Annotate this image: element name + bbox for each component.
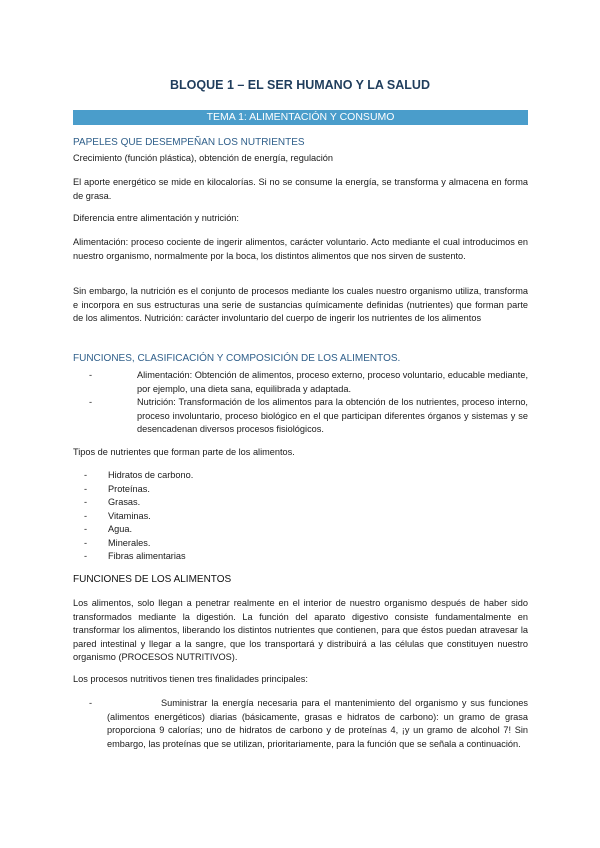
- bullet-nutricion: [73, 396, 528, 437]
- list-item: - Agua.: [84, 524, 133, 534]
- paragraph-tipos: Tipos de nutrientes que forman parte de los alimentos.: [73, 447, 295, 457]
- section-band: TEMA 1: ALIMENTACIÓN Y CONSUMO: [73, 110, 528, 125]
- list-item: - Fibras alimentarias: [84, 551, 186, 561]
- nutrient-list: [84, 469, 193, 564]
- bullet-dash: -: [89, 397, 93, 407]
- heading-funciones-clasificacion: FUNCIONES, CLASIFICACIÓN Y COMPOSICIÓN DE LOS ALIMENTOS.: [73, 353, 401, 364]
- bullet-suministrar: [73, 697, 528, 751]
- bullet-suministrar-text: Suministrar la energía necesaria para el mantenimiento del organismo y sus funciones (alimentos energéticos) diarias (básicamente, grasas e hidratos de carbono): un gramo de grasa proporciona 9 calorías; uno de hidratos de carbono y de proteínas 4, ¡y un gramo de alcohol 7! Sin embargo, las proteínas que se utilizan, prioritariamente, para la función que se señala a continuación.: [107, 698, 528, 749]
- paragraph-sin-embargo: Sin embargo, la nutrición es el conjunto de procesos mediante los cuales nuestro organismo utiliza, transforma e incorpora en sus estructuras una serie de sustancias químicamente definidas (nutrientes) que forman parte de los alimentos. Nutrición: carácter involuntario del cuerpo de ingerir los nutrientes de los alimentos: [73, 286, 528, 323]
- bullet-dash: -: [89, 370, 93, 380]
- paragraph-procesos: Los procesos nutritivos tienen tres finalidades principales:: [73, 674, 308, 684]
- paragraph-aporte: El aporte energético se mide en kilocalorías. Si no se consume la energía, se transforma y almacena en forma de grasa.: [73, 177, 528, 201]
- list-item: - Proteínas.: [84, 483, 150, 494]
- heading-papeles: PAPELES QUE DESEMPEÑAN LOS NUTRIENTES: [73, 137, 305, 148]
- paragraph-alimentos: Los alimentos, solo llegan a penetrar realmente en el interior de nuestro organismo después de haber sido transformados mediante la digestión. La función del aparato digestivo consiste fundamentalmente en transformar los alimentos, liberando los distintos nutrientes que contienen, para que éstos puedan atravesar la pared intestinal y llegar a la sangre, que los transportará y distribuirá a las células que constituyen nuestro organismo (PROCESOS NUTRITIVOS).: [73, 598, 528, 662]
- list-item: - Hidratos de carbono.: [84, 470, 194, 480]
- paragraph-crecimiento: Crecimiento (función plástica), obtención de energía, regulación: [73, 153, 333, 163]
- bullet-dash: -: [89, 698, 93, 708]
- bullet-nutricion-text: Nutrición: Transformación de los alimentos para la obtención de los nutrientes, proceso interno, proceso involuntario, proceso biológico en el que participan diferentes órganos y sistemas y se desencadenan diversos procesos fisiológicos.: [137, 397, 528, 434]
- paragraph-diferencia: Diferencia entre alimentación y nutrición:: [73, 213, 239, 223]
- list-item: - Vitaminas.: [84, 510, 151, 521]
- heading-funciones-alimentos: FUNCIONES DE LOS ALIMENTOS: [73, 574, 232, 585]
- bullet-alimentacion: [73, 369, 528, 396]
- list-item: - Minerales.: [84, 537, 151, 548]
- document-title: BLOQUE 1 – EL SER HUMANO Y LA SALUD: [170, 78, 430, 92]
- paragraph-alimentacion: Alimentación: proceso cociente de ingerir alimentos, carácter voluntario. Acto mediante el cual introducimos en nuestro organismo, normalmente por la boca, los distintos alimentos que nos sirven de sustento.: [73, 237, 528, 261]
- bullet-alimentacion-text: Alimentación: Obtención de alimentos, proceso externo, proceso voluntario, educable mediante, por ejemplo, una dieta sana, equilibrada y adaptada.: [137, 370, 528, 394]
- list-item: - Grasas.: [84, 497, 141, 507]
